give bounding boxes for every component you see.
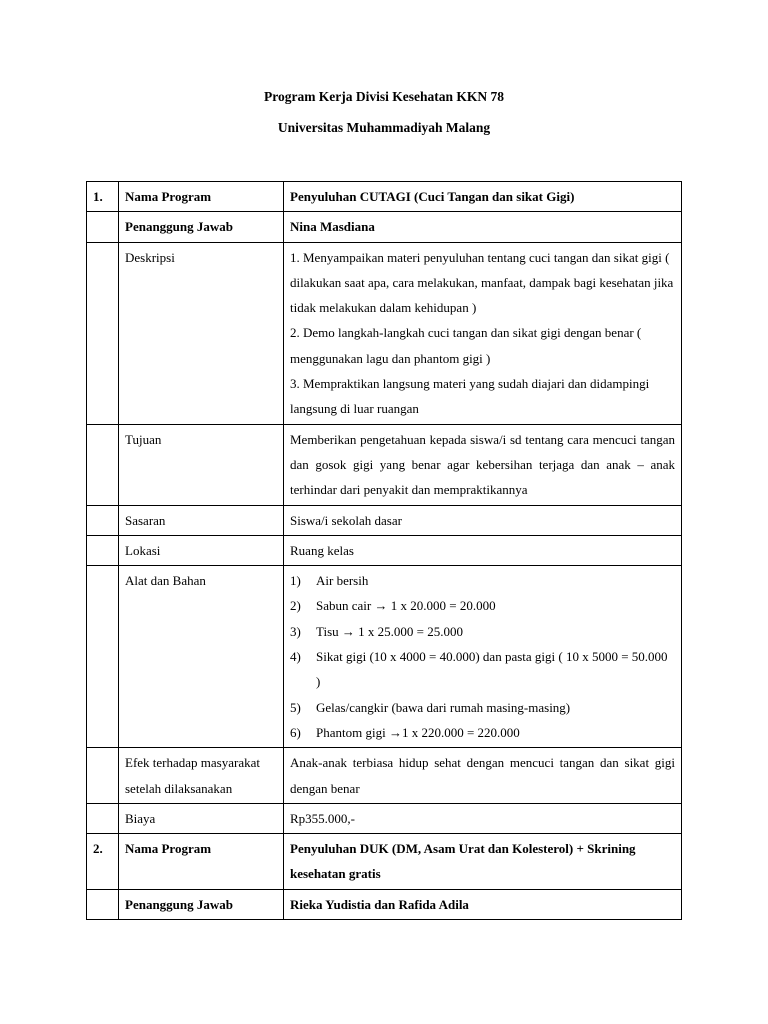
empty-cell xyxy=(87,803,119,833)
list-item-text: Sabun cair → 1 x 20.000 = 20.000 xyxy=(316,598,496,614)
list-item xyxy=(290,644,675,695)
empty-cell xyxy=(87,535,119,565)
row-value-efek: Anak-anak terbiasa hidup sehat dengan mencuci tangan dan sikat gigi dengan benar xyxy=(284,748,682,804)
list-item-number: 4) xyxy=(290,649,301,665)
table-row xyxy=(87,424,682,505)
list-item-number: 1) xyxy=(290,573,301,589)
list-item xyxy=(290,568,675,593)
deskripsi-line: 3. Mempraktikan langsung materi yang sudah diajari dan didampingi langsung di luar ruangan xyxy=(290,376,650,417)
program-number: 1. xyxy=(87,182,119,212)
list-item-text: Sikat gigi (10 x 4000 = 40.000) dan pasta gigi ( 10 x 5000 = 50.000 ) xyxy=(316,649,668,690)
row-value-penanggung-jawab: Nina Masdiana xyxy=(284,212,682,242)
empty-cell xyxy=(87,242,119,424)
row-label-biaya: Biaya xyxy=(119,803,284,833)
row-label-efek: Efek terhadap masyarakat setelah dilaksanakan xyxy=(119,748,284,804)
table-row xyxy=(87,566,682,748)
list-item-number: 2) xyxy=(290,598,301,614)
list-item xyxy=(290,619,675,644)
row-value-alat-dan-bahan xyxy=(284,566,682,748)
empty-cell xyxy=(87,212,119,242)
table-row xyxy=(87,834,682,890)
list-item xyxy=(290,593,675,618)
list-item-text: Air bersih xyxy=(316,573,369,589)
row-value-lokasi: Ruang kelas xyxy=(284,535,682,565)
row-value-sasaran: Siswa/i sekolah dasar xyxy=(284,505,682,535)
list-item-number: 5) xyxy=(290,699,301,715)
row-value-nama-program: Penyuluhan CUTAGI (Cuci Tangan dan sikat Gigi) xyxy=(284,182,682,212)
row-value-biaya: Rp355.000,- xyxy=(284,803,682,833)
row-label-nama-program: Nama Program xyxy=(119,182,284,212)
row-label-deskripsi: Deskripsi xyxy=(119,242,284,424)
row-label-alat-dan-bahan: Alat dan Bahan xyxy=(119,566,284,748)
table-row xyxy=(87,182,682,212)
table-row xyxy=(87,803,682,833)
program-table xyxy=(86,181,682,920)
document-subtitle: Universitas Muhammadiyah Malang xyxy=(277,120,491,135)
empty-cell xyxy=(87,505,119,535)
table-row xyxy=(87,212,682,242)
row-label-sasaran: Sasaran xyxy=(119,505,284,535)
row-label-penanggung-jawab: Penanggung Jawab xyxy=(119,889,284,919)
program-number: 2. xyxy=(87,834,119,890)
deskripsi-line: 2. Demo langkah-langkah cuci tangan dan sikat gigi dengan benar ( menggunakan lagu dan phantom gigi ) xyxy=(290,325,642,366)
row-value-penanggung-jawab: Rieka Yudistia dan Rafida Adila xyxy=(284,889,682,919)
row-label-lokasi: Lokasi xyxy=(119,535,284,565)
empty-cell xyxy=(87,566,119,748)
empty-cell xyxy=(87,424,119,505)
document-title: Program Kerja Divisi Kesehatan KKN 78 xyxy=(263,89,505,104)
list-item xyxy=(290,695,675,720)
empty-cell xyxy=(87,889,119,919)
row-value-deskripsi xyxy=(284,242,682,424)
row-value-nama-program: Penyuluhan DUK (DM, Asam Urat dan Kolesterol) + Skrining kesehatan gratis xyxy=(284,834,682,890)
row-label-penanggung-jawab: Penanggung Jawab xyxy=(119,212,284,242)
table-row xyxy=(87,242,682,424)
list-item-text: Phantom gigi →1 x 220.000 = 220.000 xyxy=(316,724,520,740)
row-label-tujuan: Tujuan xyxy=(119,424,284,505)
table-row xyxy=(87,535,682,565)
list-item-text: Tisu → 1 x 25.000 = 25.000 xyxy=(316,623,463,639)
list-item-number: 3) xyxy=(290,623,301,639)
alat-list xyxy=(290,568,675,745)
table-row xyxy=(87,748,682,804)
deskripsi-line: 1. Menyampaikan materi penyuluhan tentang cuci tangan dan sikat gigi ( dilakukan saat apa, cara melakukan, manfaat, dampak bagi kesehatan jika tidak melakukan dalam kehidupan ) xyxy=(290,249,674,316)
row-value-tujuan: Memberikan pengetahuan kepada siswa/i sd tentang cara mencuci tangan dan gosok gigi yang benar agar kebersihan terjaga dan anak – anak terhindar dari penyakit dan mempraktikannya xyxy=(284,424,682,505)
list-item xyxy=(290,720,675,745)
table-row xyxy=(87,505,682,535)
list-item-text: Gelas/cangkir (bawa dari rumah masing-masing) xyxy=(316,699,571,715)
empty-cell xyxy=(87,748,119,804)
row-label-nama-program: Nama Program xyxy=(119,834,284,890)
table-row xyxy=(87,889,682,919)
list-item-number: 6) xyxy=(290,724,301,740)
